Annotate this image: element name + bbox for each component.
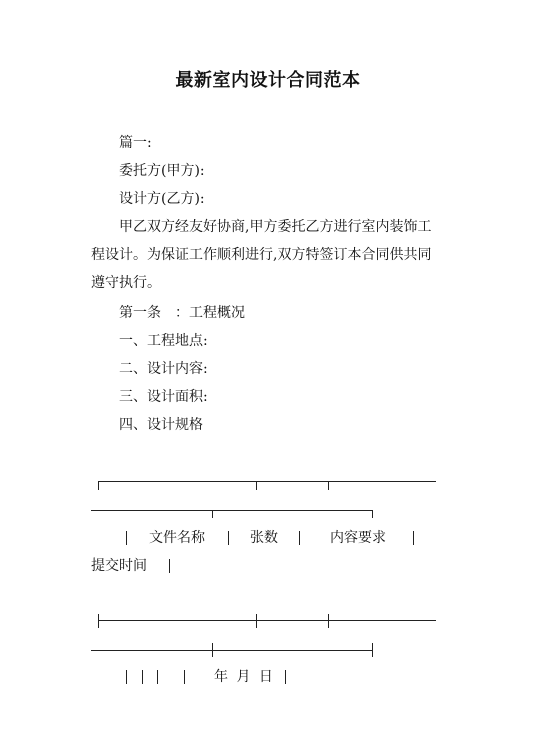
document-title: 最新室内设计合同范本 bbox=[175, 70, 361, 91]
project-location-line: 一、工程地点: bbox=[119, 333, 208, 349]
table-corner-tick bbox=[98, 481, 99, 490]
table-cell-divider bbox=[126, 670, 127, 684]
table-corner-tick bbox=[98, 614, 99, 628]
table-column-tick bbox=[372, 510, 373, 518]
intro-paragraph-line-2: 程设计。为保证工作顺利进行,双方特签订本合同供共同 bbox=[91, 247, 432, 263]
table-cell-divider bbox=[413, 531, 414, 545]
table-cell-divider bbox=[184, 670, 185, 684]
table-cell-divider bbox=[169, 559, 170, 573]
table-top-border bbox=[98, 481, 436, 482]
table-column-tick bbox=[212, 510, 213, 518]
table-cell-divider bbox=[126, 531, 127, 545]
table-header-cell: 文件名称 bbox=[149, 530, 205, 546]
client-party-line: 委托方(甲方): bbox=[119, 163, 205, 179]
table-row-border bbox=[91, 650, 373, 651]
table-cell-divider bbox=[299, 531, 300, 545]
designer-party-line: 设计方(乙方): bbox=[119, 191, 205, 207]
table-column-tick bbox=[212, 643, 213, 657]
table-cell-divider bbox=[285, 670, 286, 684]
table-top-border bbox=[98, 620, 436, 621]
table-column-tick bbox=[256, 481, 257, 490]
table-cell-divider bbox=[157, 670, 158, 684]
design-area-line: 三、设计面积: bbox=[119, 389, 208, 405]
table-column-tick bbox=[256, 614, 257, 628]
table-cell-divider bbox=[142, 670, 143, 684]
table-header-cell: 内容要求 bbox=[330, 530, 386, 546]
table-row-border bbox=[91, 510, 373, 511]
table-column-tick bbox=[328, 614, 329, 628]
table-column-tick bbox=[328, 481, 329, 490]
table-header-cell: 张数 bbox=[250, 530, 278, 546]
design-content-line: 二、设计内容: bbox=[119, 361, 208, 377]
intro-paragraph-line-3: 遵守执行。 bbox=[91, 275, 161, 291]
table-column-tick bbox=[372, 643, 373, 657]
intro-paragraph-line-1: 甲乙双方经友好协商,甲方委托乙方进行室内装饰工 bbox=[119, 219, 432, 235]
design-spec-line: 四、设计规格 bbox=[119, 417, 203, 433]
table-cell-divider bbox=[228, 531, 229, 545]
article-one-heading: 第一条 ：工程概况 bbox=[119, 305, 245, 321]
section-label: 篇一: bbox=[119, 135, 152, 151]
date-label: 年 月 日 bbox=[214, 669, 273, 685]
table-header-cell: 提交时间 bbox=[91, 558, 147, 574]
